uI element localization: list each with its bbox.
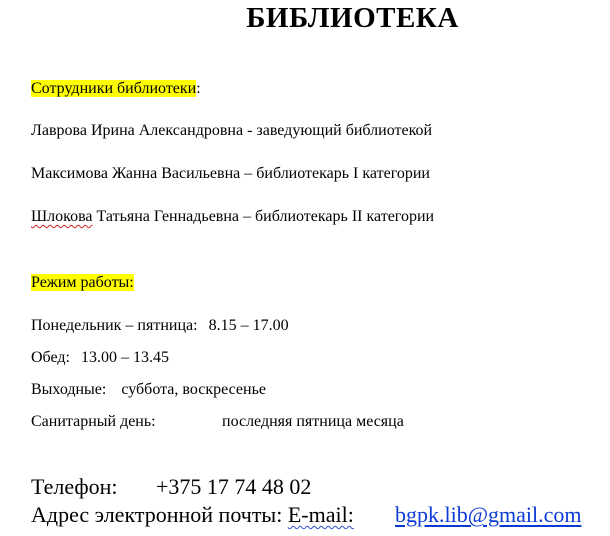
schedule-label: Обед: — [31, 349, 70, 366]
phone-value: +375 17 74 48 02 — [156, 474, 312, 499]
email-prefix: E-mail: — [287, 502, 354, 527]
schedule-row-weekdays — [31, 317, 289, 335]
schedule-heading: Режим работы: — [31, 274, 134, 291]
phone-label: Телефон: — [31, 474, 118, 499]
staff-member-3 — [31, 208, 434, 226]
email-line — [31, 502, 354, 528]
email-link[interactable]: bgpk.lib@gmail.com — [395, 502, 582, 527]
staff-heading-line — [31, 80, 201, 98]
schedule-value: 13.00 – 13.45 — [80, 349, 169, 366]
staff-member-1 — [31, 122, 432, 140]
email-label: Адрес электронной почты: — [31, 502, 283, 527]
schedule-heading-line — [31, 274, 134, 292]
staff-member-role: библиотекарь I категории — [256, 165, 430, 182]
staff-member-separator: - — [243, 122, 257, 139]
schedule-label: Понедельник – пятница: — [31, 317, 198, 334]
schedule-row-sanitary-value — [222, 413, 404, 431]
schedule-row-weekend — [31, 381, 266, 399]
staff-heading: Сотрудники библиотеки — [31, 80, 197, 97]
staff-heading-colon: : — [196, 80, 201, 97]
schedule-label: Выходные: — [31, 381, 107, 398]
staff-member-name: Максимова Жанна Васильевна — [31, 165, 241, 182]
schedule-value: последняя пятница месяца — [222, 413, 404, 430]
schedule-value: суббота, воскресенье — [121, 381, 266, 398]
staff-member-surname-spellcheck: Шлокова — [31, 208, 93, 225]
schedule-row-lunch — [31, 349, 169, 367]
page-title: БИБЛИОТЕКА — [246, 2, 459, 34]
staff-member-name: Лаврова Ирина Александровна — [31, 122, 244, 139]
staff-member-2 — [31, 165, 430, 183]
schedule-value: 8.15 – 17.00 — [208, 317, 289, 334]
schedule-label: Санитарный день: — [31, 413, 156, 430]
staff-member-separator: – — [240, 165, 257, 182]
staff-member-rest: Татьяна Геннадьевна – библиотекарь II категории — [92, 208, 435, 225]
email-link-wrap — [395, 502, 581, 528]
schedule-row-sanitary — [31, 413, 156, 431]
staff-member-role: заведующий библиотекой — [256, 122, 433, 139]
